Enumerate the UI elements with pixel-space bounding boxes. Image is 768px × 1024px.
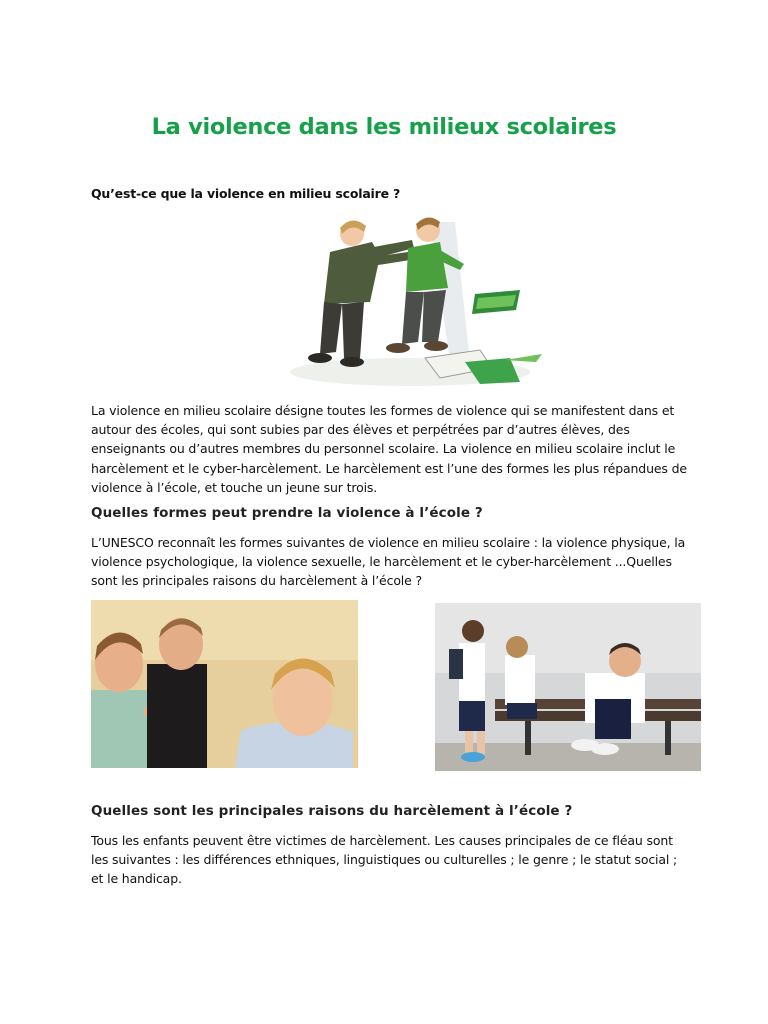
reasons-paragraph: Tous les enfants peuvent être victimes de harcèlement. Les causes principales de ce fléau sont les suivantes : les différences ethniques, linguistiques ou culturelles ; le genre ; le statut social ; et le handicap. xyxy=(91,833,678,887)
forms-paragraph: L’UNESCO reconnaît les formes suivantes de violence en milieu scolaire : la violence physique, la violence psychologique, la violence sexuelle, le harcèlement et le cyber-harcèlement ...Quelles sont les principales raisons du harcèlement à l’école ? xyxy=(91,535,686,589)
bullying-illustration xyxy=(280,212,542,390)
intro-paragraph: La violence en milieu scolaire désigne toutes les formes de violence qui se manifestent dans et autour des écoles, qui sont subies par des élèves et perpétrées par d’autres élèves, des enseignants ou d’autres membres du personnel scolaire. La violence en milieu scolaire inclut le harcèlement et le cyber-harcèlement. Le harcèlement est l’une des formes les plus répandues de violence à l’école, et touche un jeune sur trois. xyxy=(91,403,687,495)
forms-heading: Quelles formes peut prendre la violence à l’école ? xyxy=(91,505,483,521)
page-title: La violence dans les milieux scolaires xyxy=(151,114,617,140)
boy-on-bench-photo xyxy=(435,603,701,771)
laughing-children-photo xyxy=(91,600,358,768)
reasons-heading: Quelles sont les principales raisons du harcèlement à l’école ? xyxy=(91,803,573,819)
question-heading: Qu’est-ce que la violence en milieu scolaire ? xyxy=(91,186,401,201)
